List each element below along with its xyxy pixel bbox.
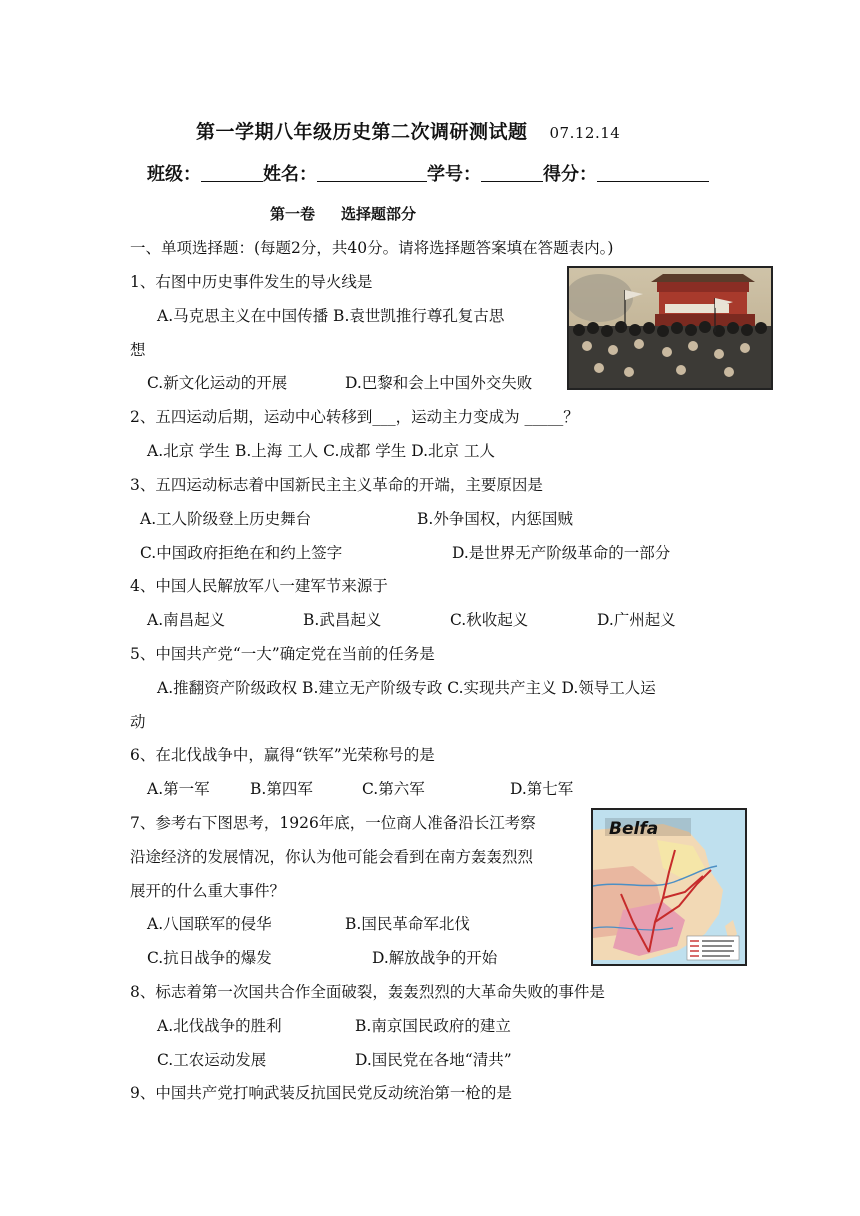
q6-option-d: D.第七军: [510, 780, 574, 798]
score-label: 得分：: [543, 164, 597, 185]
q6-option-a: A.第一军: [147, 780, 210, 798]
q3-option-c: C.中国政府拒绝在和约上签字: [140, 544, 343, 562]
number-label: 学号：: [427, 164, 481, 185]
q8-option-c: C.工农运动发展: [157, 1051, 267, 1069]
northern-expedition-map: [591, 808, 747, 966]
q7-stem-line1: 7、参考右下图思考，1926年底，一位商人准备沿长江考察: [130, 814, 536, 832]
name-field[interactable]: [317, 163, 427, 182]
q2-stem: 2、五四运动后期，运动中心转移到___，运动主力变成为 _____？: [130, 408, 579, 426]
map-illustration: [593, 810, 745, 964]
q3-option-d: D.是世界无产阶级革命的一部分: [452, 544, 671, 562]
number-field[interactable]: [481, 163, 543, 182]
page-title: [196, 117, 620, 144]
section-header: [270, 203, 416, 224]
q4-option-b: B.武昌起义: [303, 611, 382, 629]
q1-stem: 1、右图中历史事件发生的导火线是: [130, 273, 373, 291]
q5-stem: 5、中国共产党“一大”确定党在当前的任务是: [130, 645, 435, 663]
q7-option-b: B.国民革命军北伐: [345, 915, 470, 933]
class-field[interactable]: [201, 163, 263, 182]
section-name: 选择题部分: [341, 205, 417, 223]
q8-option-d: D.国民党在各地“清共”: [355, 1051, 512, 1069]
q3-option-b: B.外争国权，内惩国贼: [417, 510, 573, 528]
q1-options-ab: A.马克思主义在中国传播 B.袁世凯推行尊孔复古思: [157, 307, 505, 325]
q7-option-a: A.八国联军的侵华: [147, 915, 272, 933]
q1-option-c: C.新文化运动的开展: [147, 374, 288, 392]
q3-stem: 3、五四运动标志着中国新民主主义革命的开端，主要原因是: [130, 476, 543, 494]
exam-date: 07.12.14: [549, 124, 621, 142]
q4-stem: 4、中国人民解放军八一建军节来源于: [130, 577, 388, 595]
q1-option-d: D.巴黎和会上中国外交失败: [345, 374, 533, 392]
q9-stem: 9、中国共产党打响武装反抗国民党反动统治第一枪的是: [130, 1084, 512, 1102]
q4-option-c: C.秋收起义: [450, 611, 529, 629]
score-field[interactable]: [597, 163, 709, 182]
protest-illustration: [569, 268, 771, 388]
student-info-row: [147, 160, 709, 186]
map-watermark: Belfa: [609, 819, 659, 839]
q7-stem-line2: 沿途经济的发展情况，你认为他可能会看到在南方轰轰烈烈: [130, 848, 534, 866]
q1-options-wrap: 想: [130, 341, 146, 359]
q7-option-d: D.解放战争的开始: [372, 949, 498, 967]
exam-title: 第一学期八年级历史第二次调研测试题: [196, 121, 528, 143]
q3-option-a: A.工人阶级登上历史舞台: [140, 510, 312, 528]
q8-option-a: A.北伐战争的胜利: [157, 1017, 282, 1035]
q6-stem: 6、在北伐战争中，赢得“铁军”光荣称号的是: [130, 746, 435, 764]
q7-option-c: C.抗日战争的爆发: [147, 949, 272, 967]
class-label: 班级：: [147, 164, 201, 185]
q7-stem-line3: 展开的什么重大事件？: [130, 882, 286, 900]
q6-option-b: B.第四军: [250, 780, 313, 798]
q2-options: A.北京 学生 B.上海 工人 C.成都 学生 D.北京 工人: [147, 442, 495, 460]
section-volume: 第一卷: [270, 205, 316, 223]
name-label: 姓名：: [263, 164, 317, 185]
q8-stem: 8、标志着第一次国共合作全面破裂，轰轰烈烈的大革命失败的事件是: [130, 983, 605, 1001]
q5-options: A.推翻资产阶级政权 B.建立无产阶级专政 C.实现共产主义 D.领导工人运: [157, 679, 656, 697]
q5-options-wrap: 动: [130, 713, 146, 731]
q4-option-d: D.广州起义: [597, 611, 676, 629]
q4-option-a: A.南昌起义: [147, 611, 226, 629]
section-instruction: 一、单项选择题：(每题2分，共40分。请将选择题答案填在答题表内。): [130, 239, 614, 257]
may-fourth-protest-image: [567, 266, 773, 390]
q8-option-b: B.南京国民政府的建立: [355, 1017, 511, 1035]
q6-option-c: C.第六军: [362, 780, 425, 798]
